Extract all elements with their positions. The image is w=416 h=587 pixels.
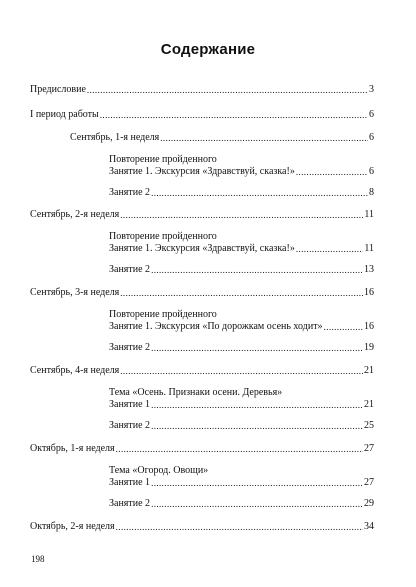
toc-entry-page: 13 <box>364 264 374 275</box>
toc-entry-october-week-1 <box>30 443 374 455</box>
page-number: 198 <box>31 554 45 564</box>
toc-entry-page: 21 <box>364 399 374 410</box>
toc-leader-dots <box>296 243 364 255</box>
toc-entry-lesson <box>109 166 374 178</box>
toc-entry-page: 19 <box>364 342 374 353</box>
toc-entry-label: Сентябрь, 3-я неделя <box>30 287 120 298</box>
toc-entry-lesson <box>109 342 374 354</box>
page-title: Содержание <box>160 41 256 58</box>
toc-entry-lesson <box>109 243 374 255</box>
toc-leader-dots <box>116 443 363 455</box>
toc-entry-page: 6 <box>369 166 374 177</box>
toc-entry-label: Занятие 2 <box>109 187 151 198</box>
toc-entry-page: 3 <box>369 84 374 95</box>
toc-entry-page: 6 <box>369 109 374 120</box>
toc-entry-label: Занятие 1 <box>109 399 151 410</box>
toc-entry-page: 27 <box>364 443 374 454</box>
toc-section-note: Тема «Огород. Овощи» <box>109 465 209 476</box>
toc-entry-lesson <box>109 187 374 199</box>
toc-entry-label: Занятие 2 <box>109 342 151 353</box>
toc-entry-september-week-3 <box>30 287 374 299</box>
toc-entry-page: 21 <box>364 365 374 376</box>
toc-leader-dots <box>120 365 363 377</box>
toc-entry-page: 34 <box>364 521 374 532</box>
toc-leader-dots <box>324 321 363 333</box>
toc-leader-dots <box>100 109 368 121</box>
toc-entry-label: Занятие 1. Экскурсия «Здравствуй, сказка!» <box>109 243 295 254</box>
toc-section-note: Повторение пройденного <box>109 154 217 165</box>
toc-entry-page: 16 <box>364 287 374 298</box>
toc-leader-dots <box>160 132 368 144</box>
toc-entry-lesson <box>109 420 374 432</box>
toc-leader-dots <box>296 166 368 178</box>
toc-leader-dots <box>120 287 363 299</box>
toc-section-note: Повторение пройденного <box>109 231 217 242</box>
toc-entry-september-week-2 <box>30 209 374 221</box>
toc-entry-page: 25 <box>364 420 374 431</box>
toc-entry-page: 16 <box>364 321 374 332</box>
toc-entry-page: 27 <box>364 477 374 488</box>
toc-entry-lesson <box>109 399 374 411</box>
toc-leader-dots <box>151 420 363 432</box>
toc-entry-label: Сентябрь, 4-я неделя <box>30 365 120 376</box>
toc-leader-dots <box>87 84 368 96</box>
toc-entry-lesson <box>109 264 374 276</box>
toc-entry-september-week-1 <box>70 132 374 144</box>
toc-entry-label: Сентябрь, 2-я неделя <box>30 209 120 220</box>
toc-leader-dots <box>120 209 363 221</box>
toc-entry-october-week-2 <box>30 521 374 533</box>
toc-leader-dots <box>151 498 363 510</box>
toc-entry-page: 11 <box>364 243 374 254</box>
toc-entry-period-1 <box>30 109 374 121</box>
toc-entry-page: 6 <box>369 132 374 143</box>
toc-entry-label: I период работы <box>30 109 99 120</box>
toc-entry-label: Занятие 1 <box>109 477 151 488</box>
toc-leader-dots <box>151 399 363 411</box>
toc-entry-label: Занятие 2 <box>109 264 151 275</box>
toc-entry-label: Занятие 2 <box>109 420 151 431</box>
toc-entry-preface <box>30 84 374 96</box>
toc-section-note: Тема «Осень. Признаки осени. Деревья» <box>109 387 283 398</box>
toc-entry-label: Занятие 1. Экскурсия «Здравствуй, сказка!» <box>109 166 295 177</box>
toc-entry-lesson <box>109 498 374 510</box>
toc-entry-label: Октябрь, 1-я неделя <box>30 443 115 454</box>
toc-entry-page: 11 <box>364 209 374 220</box>
toc-entry-label: Занятие 1. Экскурсия «По дорожкам осень ходит» <box>109 321 323 332</box>
toc-entry-label: Предисловие <box>30 84 86 95</box>
toc-entry-label: Сентябрь, 1-я неделя <box>70 132 160 143</box>
toc-leader-dots <box>151 342 363 354</box>
toc-entry-page: 8 <box>369 187 374 198</box>
toc-entry-september-week-4 <box>30 365 374 377</box>
toc-section-note: Повторение пройденного <box>109 309 217 320</box>
toc-leader-dots <box>151 264 363 276</box>
toc-entry-lesson <box>109 321 374 333</box>
toc-leader-dots <box>116 521 363 533</box>
toc-entry-label: Занятие 2 <box>109 498 151 509</box>
toc-leader-dots <box>151 477 363 489</box>
toc-entry-page: 29 <box>364 498 374 509</box>
toc-entry-lesson <box>109 477 374 489</box>
toc-entry-label: Октябрь, 2-я неделя <box>30 521 115 532</box>
toc-leader-dots <box>151 187 368 199</box>
